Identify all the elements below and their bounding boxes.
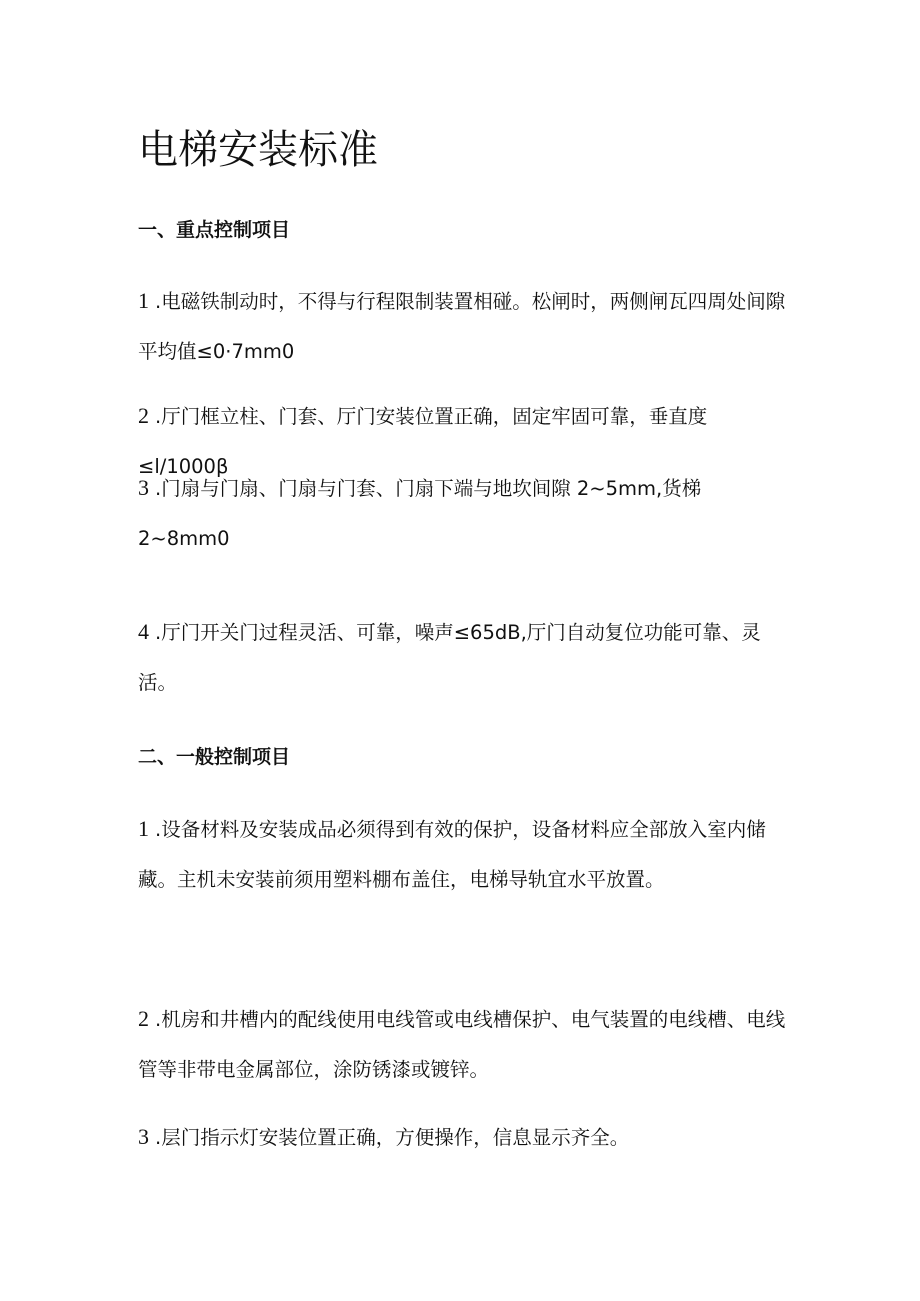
item-text: .电磁铁制动时，不得与行程限制装置相碰。松闸时，两侧闸瓦四周处间隙平均值≤0·7mm0 (138, 290, 786, 363)
item-number: 1 (138, 816, 149, 841)
item-text: .层门指示灯安装位置正确，方便操作，信息显示齐全。 (155, 1126, 630, 1149)
item-number: 2 (138, 1006, 149, 1031)
item-number: 3 (138, 1124, 149, 1149)
item-text: .门扇与门扇、门扇与门套、门扇下端与地坎间隙 2~5mm,货梯 2~8mm0 (138, 477, 702, 550)
item-number: 3 (138, 475, 149, 500)
item-number: 2 (138, 403, 149, 428)
document-title: 电梯安装标准 (138, 127, 378, 173)
item-text: .厅门框立柱、门套、厅门安装位置正确，固定牢固可靠，垂直度≤l/1000β (138, 405, 708, 478)
item-text: .厅门开关门过程灵活、可靠，噪声≤65dB,厅门自动复位功能可靠、灵活。 (138, 621, 761, 694)
general-item-3 (138, 1112, 788, 1163)
item-number: 1 (138, 288, 149, 313)
general-item-1 (138, 804, 788, 905)
key-item-4 (138, 607, 788, 708)
key-item-1 (138, 276, 788, 377)
item-text: .设备材料及安装成品必须得到有效的保护，设备材料应全部放入室内储藏。主机未安装前须用塑料棚布盖住，电梯导轨宜水平放置。 (138, 818, 766, 891)
section-heading-general-control: 二、一般控制项目 (138, 746, 291, 768)
section-heading-key-control: 一、重点控制项目 (138, 219, 291, 241)
key-item-3 (138, 463, 788, 564)
general-item-2 (138, 994, 788, 1095)
item-number: 4 (138, 619, 149, 644)
item-text: .机房和井槽内的配线使用电线管或电线槽保护、电气装置的电线槽、电线管等非带电金属部位，涂防锈漆或镀锌。 (138, 1008, 786, 1081)
